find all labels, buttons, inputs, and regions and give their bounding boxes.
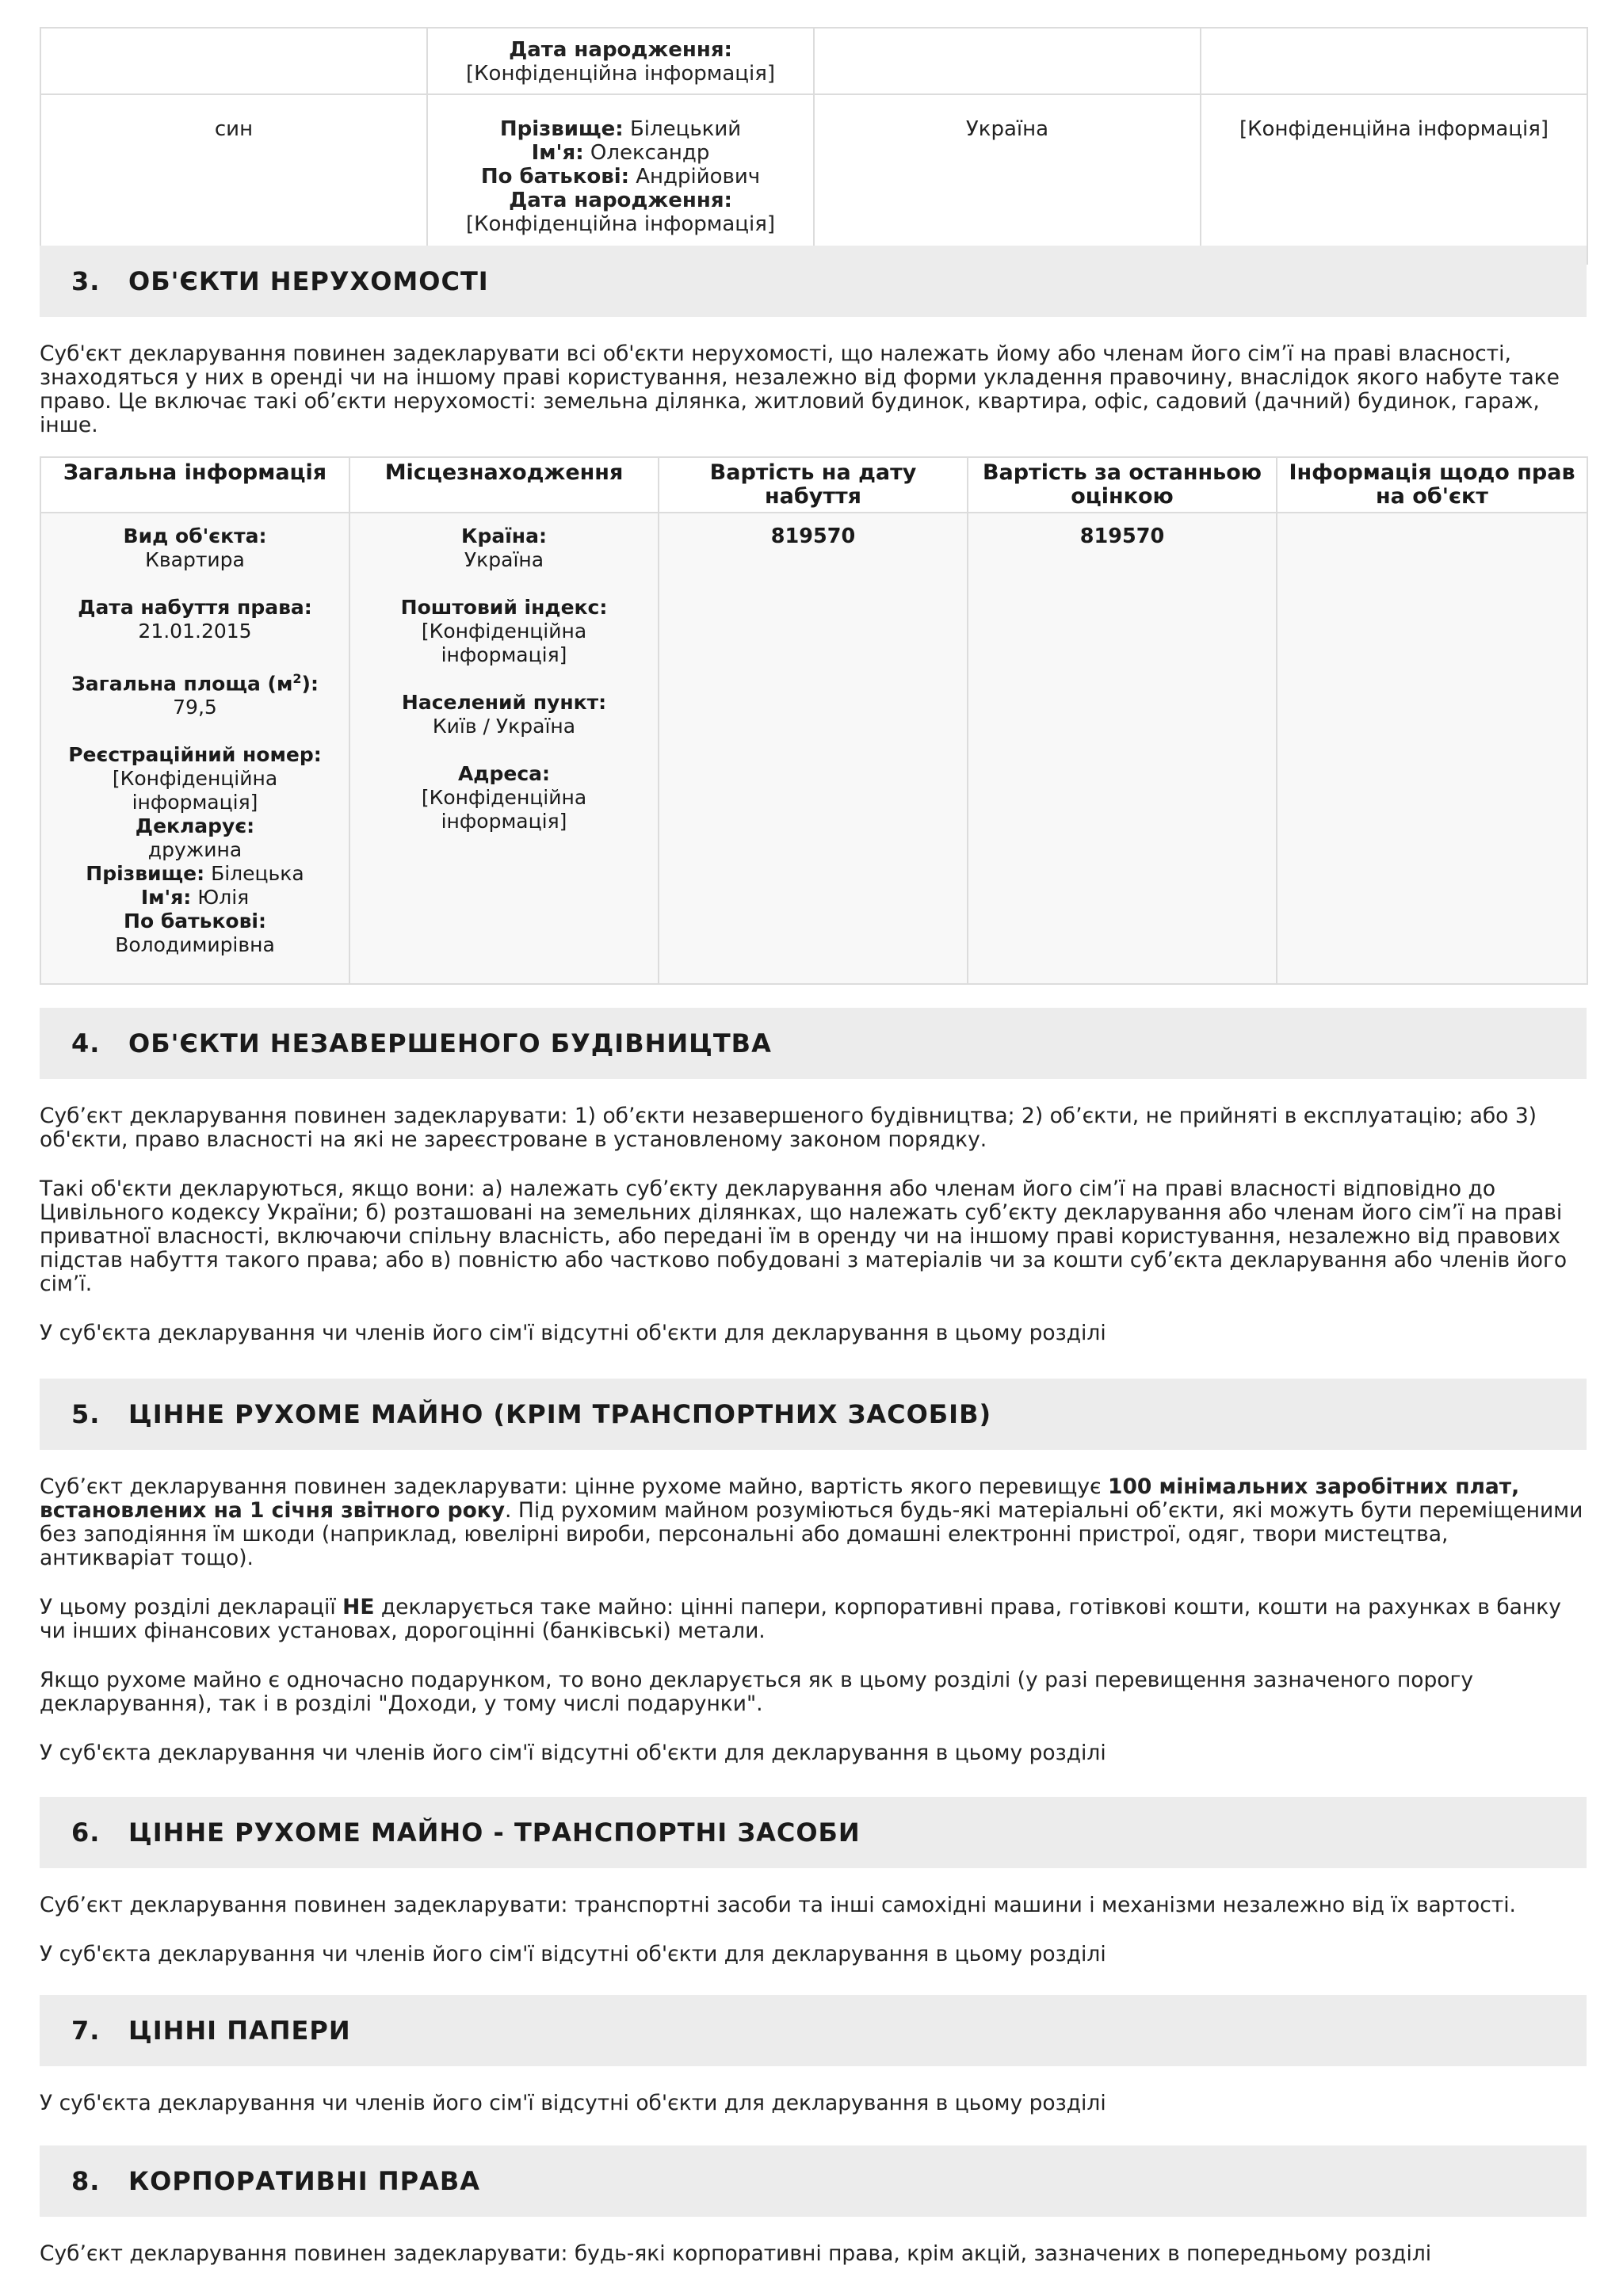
dob-value: [Конфіденційна інформація]: [465, 212, 776, 236]
declarant-label: Декларує:: [135, 814, 255, 838]
patronymic-label: По батькові:: [124, 910, 266, 933]
surname-label: Прізвище:: [499, 117, 624, 141]
section-paragraph: Суб’єкт декларування повинен задекларувати: транспортні засоби та інші самохідні машини і механізми незалежно від їх вартості.: [40, 1893, 1516, 1917]
header-general-info: Загальна інформація: [40, 457, 349, 513]
patronymic-value: Андрійович: [636, 165, 761, 189]
acquisition-date-label: Дата набуття права:: [78, 596, 312, 619]
real-estate-table: [40, 456, 1588, 985]
dob-value: [Конфіденційна інформація]: [465, 62, 776, 86]
no-objects-notice: У суб'єкта декларування чи членів його сім'ї відсутні об'єкти для декларування в цьому розділі: [40, 1741, 1106, 1765]
section-paragraph: Суб’єкт декларування повинен задекларувати: 1) об’єкти незавершеного будівництва; 2) об’єкти, не прийняті в експлуатацію; або 3) об'єкти, право власності на які не зареєстроване в установленому законом порядку.: [40, 1104, 1537, 1152]
dob-label: Дата народження:: [509, 38, 732, 62]
family-member-info: [427, 28, 814, 94]
country-label: Країна:: [461, 524, 547, 547]
section-number: 3.: [71, 266, 101, 296]
section-7: [40, 1995, 1587, 2115]
section-header: [40, 1379, 1587, 1450]
section-header: [40, 1008, 1587, 1079]
section-5: [40, 1379, 1587, 1765]
section-intro: Суб'єкт декларування повинен задекларувати всі об'єкти нерухомості, що належать йому або членам його сім’ї на праві власності, знаходяться у них в оренді чи на іншому праві користування, незалежно від форми укладення правочину, внаслідок якого набуте таке право. Це включає такі об’єкти нерухомості: земельна ділянка, житловий будинок, квартира, офіс, садовий (дачний) будинок, гараж, інше.: [40, 341, 1560, 437]
surname-value: Білецька: [211, 862, 304, 886]
registration-number-value: [Конфіденційна інформація]: [112, 767, 278, 814]
no-objects-notice: У суб'єкта декларування чи членів його сім'ї відсутні об'єкти для декларування в цьому розділі: [40, 2091, 1106, 2115]
section-paragraph: Суб’єкт декларування повинен задекларувати: будь-які корпоративні права, крім акцій, зазначених в попередньому розділі: [40, 2241, 1432, 2266]
section-number: 5.: [71, 1399, 101, 1429]
object-type-label: Вид об'єкта:: [123, 524, 267, 547]
section-number: 8.: [71, 2166, 101, 2196]
area-value: 79,5: [173, 696, 217, 719]
name-label: Ім'я:: [140, 886, 192, 910]
postal-code-value: [Конфіденційна інформація]: [421, 620, 587, 666]
general-info-cell: [40, 513, 349, 984]
rights-info-cell: [1277, 513, 1587, 984]
section-title: ЦІННІ ПАПЕРИ: [128, 2016, 351, 2046]
citizenship-cell: Україна: [814, 94, 1201, 264]
section-header: [40, 2145, 1587, 2217]
family-member-info: [427, 94, 814, 264]
section-paragraph: Суб’єкт декларування повинен задекларувати: цінне рухоме майно, вартість якого перевищує 100 мінімальних заробітних плат, встановлених на 1 січня звітного року. Під рухомим майном розуміються будь-які матеріальні об’єкти, які можуть бути переміщеними без заподіяння їм шкоди (наприклад, ювелірні вироби, персональні або домашні електронні пристрої, одяг, твори мистецтва, антикваріат тощо).: [40, 1474, 1583, 1570]
table-row: [40, 28, 1587, 94]
table-header-row: [40, 457, 1587, 513]
surname-label: Прізвище:: [86, 862, 205, 886]
header-rights-info: Інформація щодо прав на об'єкт: [1277, 457, 1587, 513]
section-header: [40, 1995, 1587, 2066]
header-cost-acquisition: Вартість на дату набуття: [659, 457, 968, 513]
section-title: ЦІННЕ РУХОМЕ МАЙНО (КРІМ ТРАНСПОРТНИХ ЗАСОБІВ): [128, 1399, 992, 1429]
patronymic-value: Володимирівна: [115, 933, 275, 957]
table-row: [40, 94, 1587, 264]
address-value: [Конфіденційна інформація]: [421, 786, 587, 833]
section-title: ОБ'ЄКТИ НЕРУХОМОСТІ: [128, 266, 489, 296]
address-label: Адреса:: [457, 762, 551, 785]
dob-label: Дата народження:: [509, 189, 732, 212]
table-row: [40, 513, 1587, 984]
section-title: КОРПОРАТИВНІ ПРАВА: [128, 2166, 480, 2196]
no-objects-notice: У суб'єкта декларування чи членів його сім'ї відсутні об'єкти для декларування в цьому розділі: [40, 1942, 1106, 1966]
section-8: [40, 2145, 1587, 2266]
settlement-label: Населений пункт:: [401, 691, 607, 714]
section-header: [40, 1797, 1587, 1868]
country-value: Україна: [464, 548, 544, 571]
cost-acquisition-cell: 819570: [659, 513, 968, 984]
object-type-value: Квартира: [145, 548, 245, 571]
family-members-table: [40, 27, 1588, 265]
settlement-value: Київ / Україна: [432, 715, 576, 738]
name-value: Олександр: [590, 141, 710, 165]
header-cost-latest: Вартість за останньою оцінкою: [968, 457, 1277, 513]
section-number: 7.: [71, 2016, 101, 2046]
section-paragraph: У цьому розділі декларації НЕ декларується таке майно: цінні папери, корпоративні права, готівкові кошти, кошти на рахунках в банку чи інших фінансових установах, дорогоцінні (банківські) метали.: [40, 1595, 1561, 1643]
section-header: [40, 246, 1587, 317]
header-location: Місцезнаходження: [349, 457, 659, 513]
name-value: Юлія: [197, 886, 250, 910]
area-label: Загальна площа $(м^2)$:: [71, 671, 319, 696]
section-3: [40, 246, 1587, 985]
acquisition-date-value: 21.01.2015: [138, 620, 252, 643]
cost-latest-cell: 819570: [968, 513, 1277, 984]
location-cell: [349, 513, 659, 984]
name-label: Ім'я:: [531, 141, 584, 165]
registration-number-label: Реєстраційний номер:: [68, 743, 322, 767]
postal-code-label: Поштовий індекс:: [400, 596, 608, 619]
section-6: [40, 1797, 1587, 1966]
section-title: ЦІННЕ РУХОМЕ МАЙНО - ТРАНСПОРТНІ ЗАСОБИ: [128, 1817, 861, 1848]
section-number: 4.: [71, 1028, 101, 1058]
address-cell: [Конфіденційна інформація]: [1201, 94, 1587, 264]
section-title: ОБ'ЄКТИ НЕЗАВЕРШЕНОГО БУДІВНИЦТВА: [128, 1028, 772, 1058]
section-number: 6.: [71, 1817, 101, 1848]
section-paragraph: Такі об'єкти декларуються, якщо вони: а) належать суб’єкту декларування або членам його сім’ї на праві власності відповідно до Цивільного кодексу України; б) розташовані на земельних ділянках, що належать суб’єкту декларування або членам його сім’ї на праві приватної власності, включаючи спільну власність, або передані їм в оренду чи на іншому праві користування, незалежно від правових підстав набуття такого права; або в) повністю або частково побудовані з матеріалів чи за кошти суб’єкта декларування або членів його сім’ї.: [40, 1177, 1568, 1296]
declarant-value: дружина: [147, 838, 242, 862]
section-paragraph: Якщо рухоме майно є одночасно подарунком, то воно декларується як в цьому розділі (у разі перевищення зазначеного порогу декларування), так і в розділі "Доходи, у тому числі подарунки".: [40, 1668, 1474, 1716]
relation-cell: син: [40, 94, 427, 264]
no-objects-notice: У суб'єкта декларування чи членів його сім'ї відсутні об'єкти для декларування в цьому розділі: [40, 1321, 1106, 1345]
patronymic-label: По батькові:: [480, 165, 629, 189]
surname-value: Білецький: [629, 117, 742, 141]
section-4: [40, 1008, 1587, 1345]
